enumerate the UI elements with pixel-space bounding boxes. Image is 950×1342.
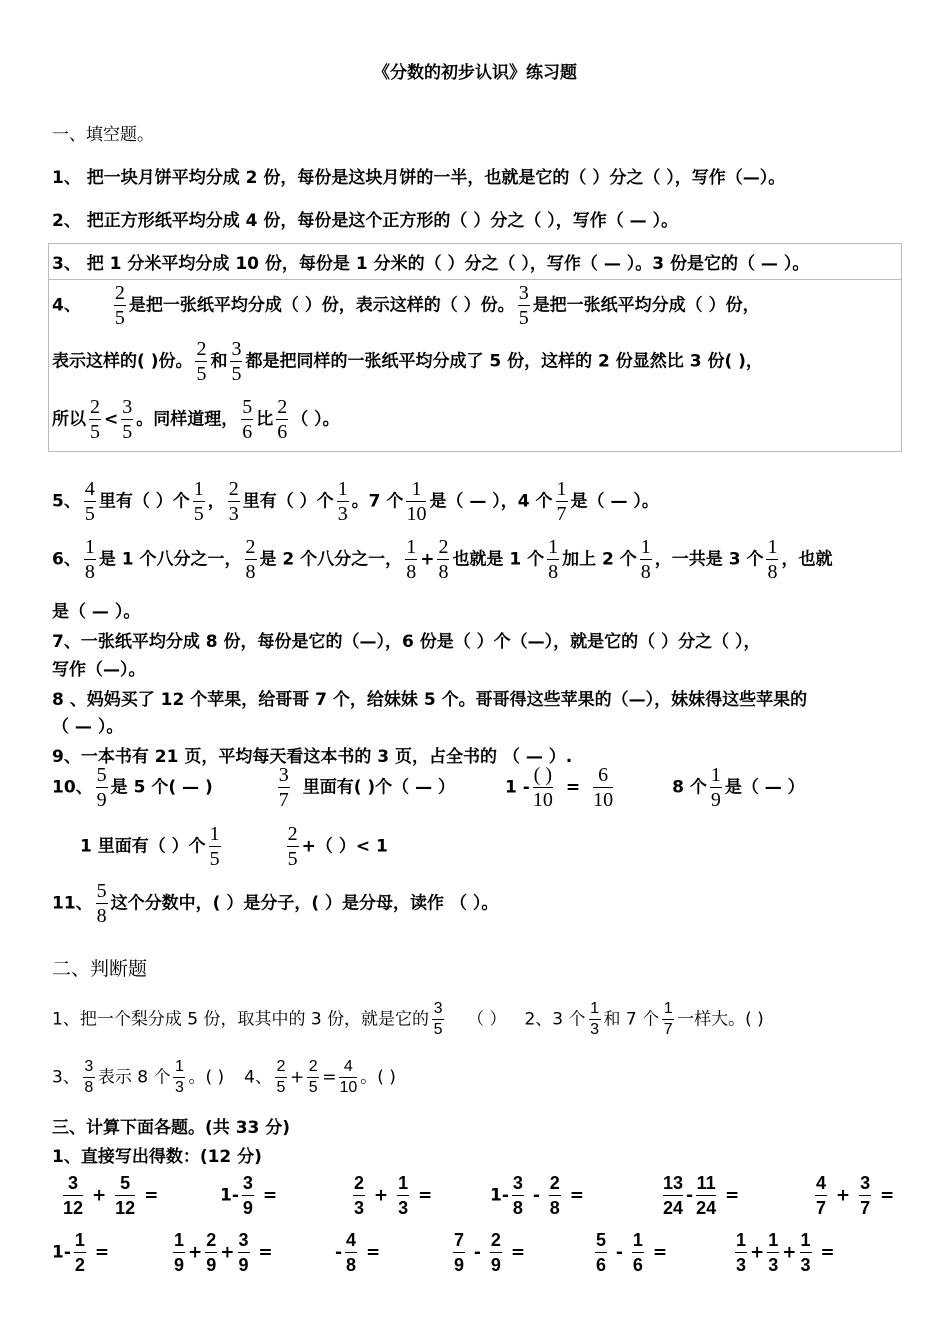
calc-item: $\frac{4}{7}$ + $\frac{3}{7}$ = [815,1173,895,1218]
calc-item: $\frac{1}{9}$ + $\frac{2}{9}$ + $\frac{3}{9}$ = [173,1230,273,1275]
question-6: 6、 $\frac{1}{8}$ 是 1 个八分之一， $\frac{2}{8}$ 是 2 个八分之一， $\frac{1}{8}$ + $\frac{2}{8}$ 也就是 1 个 $\frac{1}{8}$ 加上 2 个 $\frac{1}{8}$ ，一共是 3 个 $\frac{1}{8}$ ，也就 [52,536,833,583]
calc-item: $\frac{1}{3}$ + $\frac{1}{3}$ + $\frac{1}{3}$ = [735,1230,835,1275]
calc-item: - $\frac{4}{8}$ = [335,1230,381,1275]
question-8: 8 、妈妈买了 12 个苹果，给哥哥 7 个，给妹妹 5 个。哥哥得这些苹果的（—），妹妹得这些苹果的 [52,690,808,710]
fraction: $\frac{5}{6}$ [242,396,253,443]
fraction: $\frac{1}{8}$ [640,536,651,583]
question-2: 2、 把正方形纸平均分成 4 份，每份是这个正方形的（ ）分之（ ），写作（ — ）。 [52,211,679,231]
fraction: $\frac{( )}{10}$ [532,764,553,811]
fraction: $\frac{1}{8}$ [406,536,417,583]
fraction: $\frac{4}{5}$ [84,478,95,525]
fraction: $\frac{3}{5}$ [433,1000,443,1038]
fraction: $\frac{4}{10}$ [339,1058,358,1096]
fraction: $\frac{2}{8}$ [438,536,449,583]
fraction: $\frac{2}{5}$ [276,1058,286,1096]
fraction: $\frac{1}{8}$ [548,536,559,583]
calc-item: 1- $\frac{3}{9}$ = [220,1173,278,1218]
question-3: 3、 把 1 分米平均分成 10 份，每份是 1 分米的（ ）分之（ ），写作（ — ）。3 份是它的（ — ）。 [52,254,810,274]
fraction: $\frac{1}{3}$ [337,478,348,525]
fraction: $\frac{2}{5}$ [196,338,207,385]
judge-1-2: 1、把一个梨分成 5 份，取其中的 3 份，就是它的 $\frac{3}{5}$ （ ） 2、3 个 $\frac{1}{3}$ 和 7 个 $\frac{1}{7}$ 一样大。( ) [52,1000,764,1038]
fraction: $\frac{1}{10}$ [406,478,427,525]
calc-item: $\frac{2}{3}$ + $\frac{1}{3}$ = [353,1173,433,1218]
fraction: $\frac{1}{8}$ [84,536,95,583]
page-title: 《分数的初步认识》练习题 [373,63,577,83]
fraction: $\frac{1}{5}$ [209,823,220,870]
question-7-cont: 写作（—）。 [52,660,146,680]
question-4-line1: 4、 $\frac{2}{5}$ 是把一张纸平均分成（ ）份，表示这样的（ ）份。 $\frac{3}{5}$ 是把一张纸平均分成（ ）份， [52,282,760,329]
fraction: $\frac{5}{9}$ [96,764,107,811]
question-4-line2: 表示这样的( )份。 $\frac{2}{5}$ 和 $\frac{3}{5}$ 都是把同样的一张纸平均分成了 5 份，这样的 2 份显然比 3 份( )， [52,338,763,385]
calc-item: $\frac{3}{12}$ + $\frac{5}{12}$ = [63,1173,159,1218]
fraction: $\frac{1}{9}$ [710,764,721,811]
calc-subheading: 1、直接写出得数：(12 分) [52,1147,262,1167]
fraction: $\frac{2}{5}$ [287,823,298,870]
section-judge-heading: 二、判断题 [52,958,148,980]
question-1: 1、 把一块月饼平均分成 2 份，每份是这块月饼的一半，也就是它的（ ）分之（ ），写作（—）。 [52,168,786,188]
question-9: 9、一本书有 21 页，平均每天看这本书的 3 页，占全书的 （ — ）. [52,747,573,767]
fraction: $\frac{3}{7}$ [278,764,289,811]
section-calc-heading: 三、计算下面各题。(共 33 分) [52,1118,291,1138]
fraction: $\frac{6}{10}$ [593,764,614,811]
fraction: $\frac{5}{8}$ [96,880,107,927]
fraction: $\frac{2}{8}$ [245,536,256,583]
section-fill-heading: 一、填空题。 [52,125,154,145]
question-10-line2: 1 里面有（ ）个 $\frac{1}{5}$ $\frac{2}{5}$ +（ ）< 1 [80,823,388,870]
fraction: $\frac{3}{8}$ [84,1058,94,1096]
fraction: $\frac{1}{5}$ [193,478,204,525]
calc-item: $\frac{13}{24}$ - $\frac{11}{24}$ = [663,1173,740,1218]
fraction: $\frac{1}{8}$ [767,536,778,583]
question-7: 7、一张纸平均分成 8 份，每份是它的（—），6 份是（ ）个（—），就是它的（ ）分之（ ）， [52,632,761,652]
calc-item: $\frac{5}{6}$ - $\frac{1}{6}$ = [595,1230,668,1275]
fraction: $\frac{1}{3}$ [175,1058,184,1096]
calc-item: 1- $\frac{3}{8}$ - $\frac{2}{8}$ = [490,1173,584,1218]
question-10-line1: 10、 $\frac{5}{9}$ 是 5 个( — ) $\frac{3}{7}$ 里面有( )个（ — ） 1 - $\frac{( )}{10}$ = $\frac{6}{10}$ 8 个 $\frac{1}{9}$ 是（ — ） [52,764,805,811]
calc-item: $\frac{7}{9}$ - $\frac{2}{9}$ = [453,1230,526,1275]
fraction: $\frac{2}{3}$ [228,478,239,525]
question-5: 5、 $\frac{4}{5}$ 里有（ ）个 $\frac{1}{5}$ ， $\frac{2}{3}$ 里有（ ）个 $\frac{1}{3}$ 。7 个 $\frac{1}{10}$ 是（ — ），4 个 $\frac{1}{7}$ 是（ — ）。 [52,478,659,525]
question-4-line3: 所以 $\frac{2}{5}$ < $\frac{3}{5}$ 。同样道理， $\frac{5}{6}$ 比 $\frac{2}{6}$ （ ）。 [52,396,340,443]
question-8-cont: （ — ）。 [52,717,124,737]
fraction: $\frac{2}{6}$ [277,396,288,443]
fraction: $\frac{3}{5}$ [231,338,242,385]
question-6-cont: 是（ — ）。 [52,602,141,622]
fraction: $\frac{3}{5}$ [122,396,133,443]
fraction: $\frac{1}{7}$ [663,1000,673,1038]
fraction: $\frac{2}{5}$ [308,1058,318,1096]
fraction: $\frac{1}{7}$ [556,478,567,525]
fraction: $\frac{1}{3}$ [590,1000,599,1038]
fraction: $\frac{3}{5}$ [518,282,529,329]
calc-item: 1- $\frac{1}{2}$ = [52,1230,110,1275]
fraction: $\frac{2}{5}$ [90,396,100,443]
question-11: 11、 $\frac{5}{8}$ 这个分数中，( ）是分子，( ）是分母，读作 （ ）。 [52,880,499,927]
judge-3-4: 3、 $\frac{3}{8}$ 表示 8 个 $\frac{1}{3}$ 。( ) 4、 $\frac{2}{5}$ + $\frac{2}{5}$ = $\frac{4}{10}$ 。( ) [52,1058,396,1096]
fraction: $\frac{2}{5}$ [114,282,125,329]
